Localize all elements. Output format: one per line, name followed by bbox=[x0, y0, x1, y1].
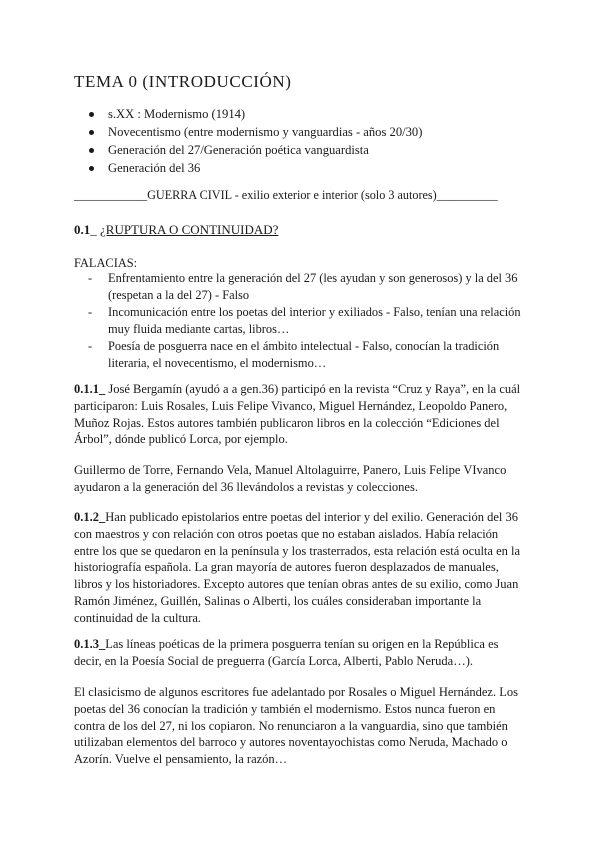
section-heading: 0.1_ ¿RUPTURA O CONTINUIDAD? bbox=[74, 222, 279, 237]
list-item: - Incomunicación entre los poetas del interior y exiliados - Falso, tenían una relación muy fluida mediante cartas, libros… bbox=[88, 305, 521, 336]
bullet-icon bbox=[89, 148, 94, 153]
paragraph-number: 0.1.2_ bbox=[74, 510, 106, 524]
list-item: Generación del 27/Generación poética vanguardista bbox=[78, 141, 422, 159]
list-item: s.XX : Modernismo (1914) bbox=[78, 105, 422, 123]
period-list bbox=[78, 105, 422, 177]
paragraph-0-1-1: 0.1.1_ José Bergamín (ayudó a a gen.36) participó en la revista “Cruz y Raya”, en la cuál participaron: Luis Rosales, Luis Felipe Vivanco, Miguel Hernández, Leopoldo Panero, Muñoz Rojas. Estos autores también publicaron libros en la colección “Ediciones del Árbol”, dónde publicó Lorca, por ejemplo. bbox=[74, 382, 521, 447]
list-item: Generación del 36 bbox=[78, 159, 422, 177]
section-title: ¿RUPTURA O CONTINUIDAD? bbox=[100, 222, 279, 237]
list-item: - Poesía de posguerra nace en el ámbito intelectual - Falso, conocían la tradición literaria, el novecentismo, el modernismo… bbox=[88, 339, 500, 370]
section-number: 0.1 bbox=[74, 222, 91, 237]
paragraph-number: 0.1.3_ bbox=[74, 637, 106, 651]
paragraph-number: 0.1.1_ bbox=[74, 382, 106, 396]
bullet-icon bbox=[89, 166, 94, 171]
fallacies-list bbox=[88, 270, 528, 372]
bullet-icon bbox=[89, 112, 94, 117]
paragraph-0-1-2: 0.1.2_Han publicado epistolarios entre poetas del interior y del exilio. Generación del 36 con maestros y con relación con otros poetas que no estaban aislados. Había relación entre los que se quedaron en la península y los trasterrados, esta relación está oculta en la historiografía española. La gran mayoría de autores fueron desplazados de manuales, libros y los historiadores. Excepto autores que tenían obras antes de su exilio, como Juan Ramón Jiménez, Guillén, Salinas o Alberti, los cuáles consideraban importante la continuidad de la cultura. bbox=[74, 510, 521, 625]
list-item: Novecentismo (entre modernismo y vanguardias - años 20/30) bbox=[78, 123, 422, 141]
paragraph: El clasicismo de algunos escritores fue adelantado por Rosales o Miguel Hernández. Los poetas del 36 conocían la tradición y también el modernismo. Estos nunca fueron en contra de los del 27, ni los copiaron. No renunciaron a la vanguardia, sino que también utilizaban elementos del barroco y autores noventayochistas como Neruda, Machado o Azorín. Vuelve el pensamiento, la razón… bbox=[74, 685, 518, 767]
bullet-icon bbox=[89, 130, 94, 135]
paragraph-0-1-3: 0.1.3_Las líneas poéticas de la primera posguerra tenían su origen en la República es decir, en la Poesía Social de preguerra (García Lorca, Alberti, Pablo Neruda…). bbox=[74, 637, 499, 668]
document-title: TEMA 0 (INTRODUCCIÓN) bbox=[74, 72, 292, 91]
list-item: - Enfrentamiento entre la generación del 27 (les ayudan y son generosos) y la del 36 (respetan a la del 27) - Falso bbox=[88, 271, 518, 302]
civil-war-divider: ____________GUERRA CIVIL - exilio exterior e interior (solo 3 autores)__________ bbox=[74, 188, 498, 202]
paragraph: Guillermo de Torre, Fernando Vela, Manuel Altolaguirre, Panero, Luis Felipe VIvanco ayudaron a la generación del 36 llevándolos a revistas y colecciones. bbox=[74, 463, 507, 494]
fallacies-label: FALACIAS: bbox=[74, 256, 138, 270]
